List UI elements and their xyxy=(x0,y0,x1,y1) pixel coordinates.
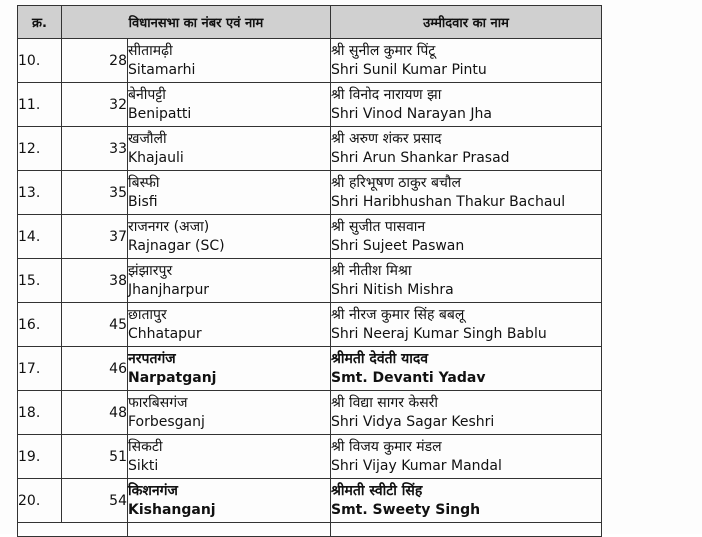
constituency-name-hindi: बेनीपट्टी xyxy=(128,86,166,103)
table-row xyxy=(18,479,602,523)
candidate-name xyxy=(331,479,602,523)
constituency-name-english: Forbesganj xyxy=(128,413,205,430)
constituency-number: 32 xyxy=(62,83,128,127)
candidate-name xyxy=(331,171,602,215)
candidate-name-hindi: श्री विजय कुमार मंडल xyxy=(331,438,442,455)
constituency-number: 38 xyxy=(62,259,128,303)
candidate-name-hindi: श्री अरुण शंकर प्रसाद xyxy=(331,130,442,147)
serial-number: 10. xyxy=(18,39,62,83)
candidate-name-hindi: श्री विनोद नारायण झा xyxy=(331,86,442,103)
serial-number: 18. xyxy=(18,391,62,435)
candidate-name-hindi: श्री विद्या सागर केसरी xyxy=(331,394,439,411)
table-row xyxy=(18,39,602,83)
constituency-number: 28 xyxy=(62,39,128,83)
constituency-name xyxy=(128,127,331,171)
candidate-name-english: Shri Neeraj Kumar Singh Bablu xyxy=(331,325,547,342)
constituency-name-hindi: सीतामढ़ी xyxy=(128,42,173,59)
table-row xyxy=(18,171,602,215)
constituency-name-hindi: छातापुर xyxy=(128,306,167,323)
constituency-name-english: Sitamarhi xyxy=(128,61,196,78)
serial-number: 13. xyxy=(18,171,62,215)
constituency-name-english: Chhatapur xyxy=(128,325,202,342)
candidate-name-english: Shri Haribhushan Thakur Bachaul xyxy=(331,193,566,210)
table-row xyxy=(18,83,602,127)
candidate-name-english: Shri Sujeet Paswan xyxy=(331,237,465,254)
candidate-name xyxy=(331,39,602,83)
serial-number: 16. xyxy=(18,303,62,347)
serial-number: 17. xyxy=(18,347,62,391)
header-serial: क्र. xyxy=(18,6,62,39)
constituency-name xyxy=(128,171,331,215)
header-constituency: विधानसभा का नंबर एवं नाम xyxy=(62,6,331,39)
table-row xyxy=(18,215,602,259)
table-row xyxy=(18,303,602,347)
constituency-name xyxy=(128,303,331,347)
serial-number: 19. xyxy=(18,435,62,479)
candidate-name-hindi: श्री नीतीश मिश्रा xyxy=(331,262,412,279)
candidate-name xyxy=(331,347,602,391)
constituency-name-english: Khajauli xyxy=(128,149,184,166)
table-row xyxy=(18,259,602,303)
constituency-name xyxy=(128,39,331,83)
serial-number: 14. xyxy=(18,215,62,259)
constituency-number: 48 xyxy=(62,391,128,435)
constituency-number: 37 xyxy=(62,215,128,259)
candidate-name-hindi: श्रीमती देवंती यादव xyxy=(331,350,429,367)
constituency-name-english: Sikti xyxy=(128,457,159,474)
constituency-name xyxy=(128,435,331,479)
candidate-name-english: Shri Nitish Mishra xyxy=(331,281,454,298)
table-right-edge xyxy=(601,5,602,534)
candidate-name xyxy=(331,391,602,435)
candidate-table xyxy=(17,5,602,537)
constituency-number: 33 xyxy=(62,127,128,171)
candidate-name-english: Shri Vidya Sagar Keshri xyxy=(331,413,495,430)
candidate-name xyxy=(331,83,602,127)
constituency-name-english: Narpatganj xyxy=(128,369,217,386)
table-row xyxy=(18,391,602,435)
candidate-name-hindi: श्री हरिभूषण ठाकुर बचौल xyxy=(331,174,461,191)
candidate-name-english: Shri Vinod Narayan Jha xyxy=(331,105,492,122)
table-body xyxy=(18,39,602,537)
constituency-name xyxy=(128,215,331,259)
constituency-name-english: Kishanganj xyxy=(128,501,216,518)
serial-number: 20. xyxy=(18,479,62,523)
constituency-name xyxy=(128,83,331,127)
constituency-name-hindi: बिस्फी xyxy=(128,174,160,191)
constituency-name xyxy=(128,391,331,435)
header-candidate: उम्मीदवार का नाम xyxy=(331,6,602,39)
table-row-cutoff xyxy=(18,523,602,537)
candidate-name-english: Shri Arun Shankar Prasad xyxy=(331,149,510,166)
candidate-name-english: Smt. Sweety Singh xyxy=(331,501,481,518)
candidate-name-hindi: श्री नीरज कुमार सिंह बबलू xyxy=(331,306,465,323)
serial-number: 12. xyxy=(18,127,62,171)
constituency-name-english: Jhanjharpur xyxy=(128,281,210,298)
constituency-name xyxy=(128,347,331,391)
candidate-name xyxy=(331,435,602,479)
table-row xyxy=(18,435,602,479)
candidate-name xyxy=(331,303,602,347)
constituency-name-hindi: सिकटी xyxy=(128,438,163,455)
candidate-name xyxy=(331,127,602,171)
serial-number: 15. xyxy=(18,259,62,303)
constituency-name-english: Bisfi xyxy=(128,193,158,210)
constituency-name xyxy=(128,479,331,523)
constituency-number: 35 xyxy=(62,171,128,215)
candidate-name-english: Shri Vijay Kumar Mandal xyxy=(331,457,502,474)
candidate-name xyxy=(331,259,602,303)
constituency-name-hindi: राजनगर (अजा) xyxy=(128,218,210,235)
table-row xyxy=(18,347,602,391)
candidate-name-hindi: श्री सुनील कुमार पिंटू xyxy=(331,42,436,59)
constituency-name-hindi: नरपतगंज xyxy=(128,350,176,367)
candidate-name-english: Smt. Devanti Yadav xyxy=(331,369,486,386)
constituency-name-hindi: झंझारपुर xyxy=(128,262,173,279)
constituency-name-english: Benipatti xyxy=(128,105,192,122)
constituency-number: 46 xyxy=(62,347,128,391)
candidate-name xyxy=(331,215,602,259)
constituency-name-english: Rajnagar (SC) xyxy=(128,237,225,254)
constituency-name xyxy=(128,259,331,303)
candidate-name-hindi: श्री सुजीत पासवान xyxy=(331,218,426,235)
constituency-number: 45 xyxy=(62,303,128,347)
constituency-name-hindi: फारबिसगंज xyxy=(128,394,188,411)
constituency-number: 54 xyxy=(62,479,128,523)
constituency-name-hindi: खजौली xyxy=(128,130,167,147)
candidate-name-hindi: श्रीमती स्वीटी सिंह xyxy=(331,482,423,499)
candidate-name-english: Shri Sunil Kumar Pintu xyxy=(331,61,487,78)
table-header-row xyxy=(18,6,602,39)
constituency-name-hindi: किशनगंज xyxy=(128,482,178,499)
table-row xyxy=(18,127,602,171)
serial-number: 11. xyxy=(18,83,62,127)
constituency-number: 51 xyxy=(62,435,128,479)
